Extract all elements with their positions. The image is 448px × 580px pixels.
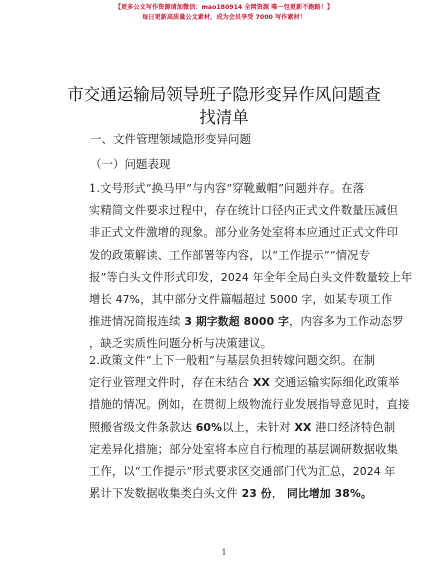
text-fragment: 以上，未针对 <box>222 420 295 434</box>
paragraph-2-line: 措施的情况。例如，在贯彻上级物流行业发展指导意见时，直接 <box>89 398 410 412</box>
text-fragment: 推进情况简报连续 <box>89 315 185 329</box>
paragraph-1-line <box>89 289 393 311</box>
paragraph-2-line: 2.政策文件“上下一般粗”与基层负担转嫁问题交织。在制 <box>89 354 376 367</box>
text-fragment: 报”等白头文件形式印发， <box>89 270 221 284</box>
figure-percent: 60% <box>195 420 223 434</box>
figure-count: 23 份 <box>241 487 272 501</box>
text-fragment: ，其中部分文件篇幅超过 <box>140 293 270 307</box>
paragraph-2 <box>89 350 410 505</box>
figure-chars: 5000 字 <box>269 293 313 307</box>
text-fragment: 照搬省级文件条款达 <box>89 420 196 434</box>
text-fragment: 增长 <box>89 293 116 307</box>
figure-percent: 同比增加 38%。 <box>286 487 372 501</box>
paragraph-1-line: ，缺乏实质性问题分析与决策建议。 <box>89 337 273 351</box>
paragraph-2-line: 累计下发数据收集类白头文件 23 份， 同比增加 38%。 <box>89 487 372 501</box>
text-fragment: 港口经济特色制 <box>311 420 396 434</box>
paragraph-2-line <box>89 372 400 394</box>
paragraph-1-line <box>89 311 404 333</box>
subsection-heading: （一）问题表现 <box>90 157 171 171</box>
promo-banner-line-1: 【更多公文写作资源请加微信：mao180914 全网资源 唯一包更新不跑路！】 <box>114 4 334 11</box>
promo-banner-line-2: 每日更新高质量公文素材，成为会员享受 7000 写作素材！ <box>142 14 306 21</box>
figure-xx: XX <box>294 420 312 434</box>
paragraph-2-line <box>89 417 396 439</box>
paragraph-1 <box>89 178 413 356</box>
figure-pages: 3 期字数超 8000 字 <box>184 315 290 329</box>
paragraph-1-line: 实精简文件要求过程中，存在统计口径内正式文件数量压减但 <box>89 204 399 218</box>
paragraph-1-line: 发的政策解读、工作部署等内容，以“工作提示”“情况专 <box>89 248 371 262</box>
paragraph-1-line <box>89 267 413 289</box>
section-heading: 一、文件管理领域隐形变异问题 <box>90 132 251 146</box>
paragraph-2-line: 定差异化措施；部分处室将本应自行梳理的基层调研数据收集 <box>89 442 399 456</box>
text-fragment: 累计下发数据收集类白头文件 <box>89 487 242 501</box>
figure-year: 2024 年 <box>352 465 396 479</box>
paragraph-1-line: 1.文号形式“换马甲”与内容“穿靴戴帽”问题并存。在落 <box>89 182 365 195</box>
paragraph-1-line: 非正式文件激增的现象。部分业务处室将本应通过正式文件印 <box>89 226 399 240</box>
text-fragment: 工作，以“工作提示”形式要求区交通部门代为汇总， <box>89 465 353 479</box>
text-fragment: ，内容多为工作动态罗 <box>289 315 404 329</box>
figure-year: 2024 年 <box>220 270 264 284</box>
figure-percent: 47% <box>115 293 141 307</box>
document-title: 市交通运输局领导班子隐形变异作风问题查找清单 <box>67 85 381 127</box>
promo-banner <box>0 3 448 23</box>
text-fragment: 定行业管理文件时，存在未结合 <box>89 376 253 390</box>
text-fragment: 交通运输实际细化政策举 <box>269 376 400 390</box>
text-fragment: ，如某专项工作 <box>312 293 393 307</box>
text-fragment: 全年全局白头文件数量较上年 <box>263 270 413 284</box>
page-number: 1 <box>221 548 227 557</box>
paragraph-2-line <box>89 461 396 483</box>
figure-xx: XX <box>253 376 270 390</box>
